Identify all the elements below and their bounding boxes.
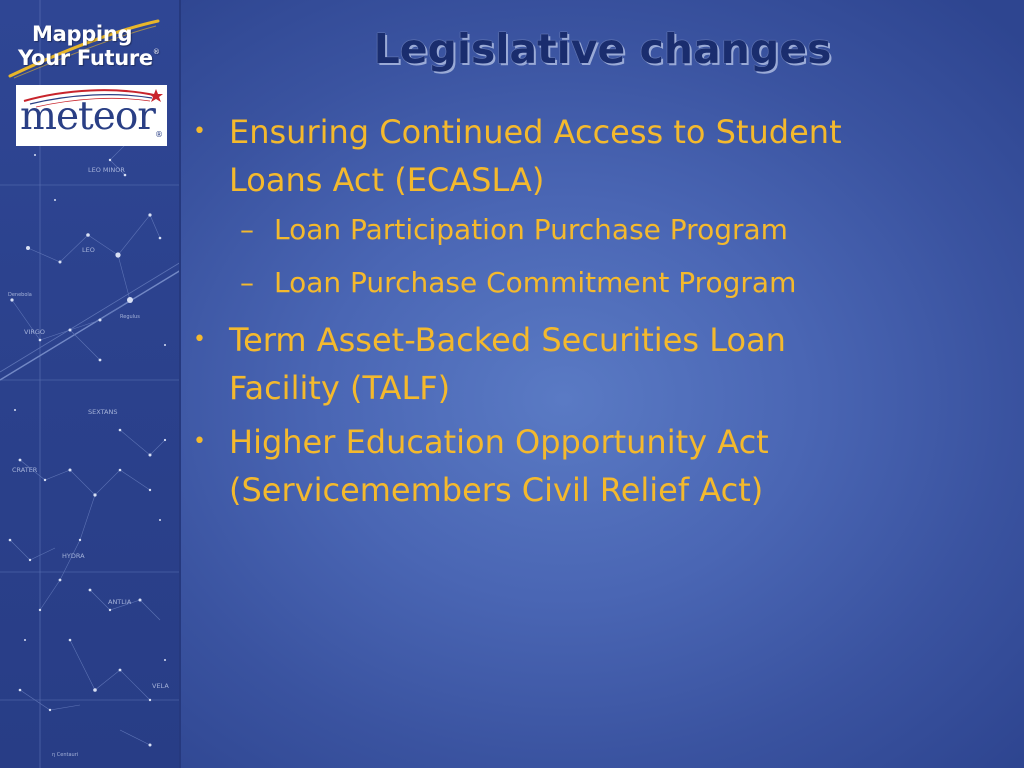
dash-icon: – (240, 213, 254, 246)
bullet-text-line: Loans Act (ECASLA) (229, 161, 545, 199)
sub-bullet-loan-participation (190, 210, 1010, 250)
bullet-text-line: (Servicemembers Civil Relief Act) (229, 471, 764, 509)
bullet-text-line: Higher Education Opportunity Act (229, 423, 769, 461)
star-label-hydra: HYDRA (62, 552, 85, 560)
star-label-virgo: VIRGO (24, 328, 46, 336)
bullet-icon: • (193, 119, 206, 144)
logo-text-mapping: Mapping (32, 22, 133, 46)
registered-mark: ® (152, 48, 160, 56)
star-label-sextans: SEXTANS (88, 408, 118, 416)
star-label-leo: LEO (82, 246, 95, 254)
bullet-item-talf (190, 316, 1010, 412)
star-label-denebola: Denebola (8, 292, 32, 298)
bullet-item-heoa (190, 418, 1010, 514)
logo-text-meteor: meteor® (20, 94, 163, 139)
star-label-leo-minor: LEO MINOR (88, 166, 125, 174)
star-label-crater: CRATER (12, 466, 38, 474)
star-label-eta-centauri: η Centauri (52, 752, 79, 758)
bullet-text-line: Term Asset-Backed Securities Loan (229, 321, 786, 359)
star-label-vela: VELA (152, 682, 169, 690)
registered-mark: ® (154, 130, 163, 139)
bullet-icon: • (193, 327, 206, 352)
mapping-your-future-logo (8, 18, 168, 80)
sub-bullet-loan-purchase-commitment (190, 263, 1010, 303)
star-label-regulus: Regulus (120, 314, 140, 320)
dash-icon: – (240, 266, 254, 299)
logo-text-your-future: Your Future® (18, 46, 160, 70)
slide-title: Legislative changes (373, 25, 832, 73)
sidebar (0, 0, 181, 768)
bullet-text-line: Facility (TALF) (229, 369, 451, 407)
bullet-text-line: Ensuring Continued Access to Student (229, 113, 842, 151)
meteor-logo (16, 85, 167, 146)
star-label-antlia: ANTLIA (108, 598, 132, 606)
bullet-icon: • (193, 429, 206, 454)
sub-bullet-text: Loan Participation Purchase Program (274, 213, 788, 246)
sub-bullet-text: Loan Purchase Commitment Program (274, 266, 797, 299)
bullet-item-ecasla (190, 108, 1010, 204)
sidebar-divider (179, 0, 181, 768)
bullet-list (190, 108, 1010, 520)
